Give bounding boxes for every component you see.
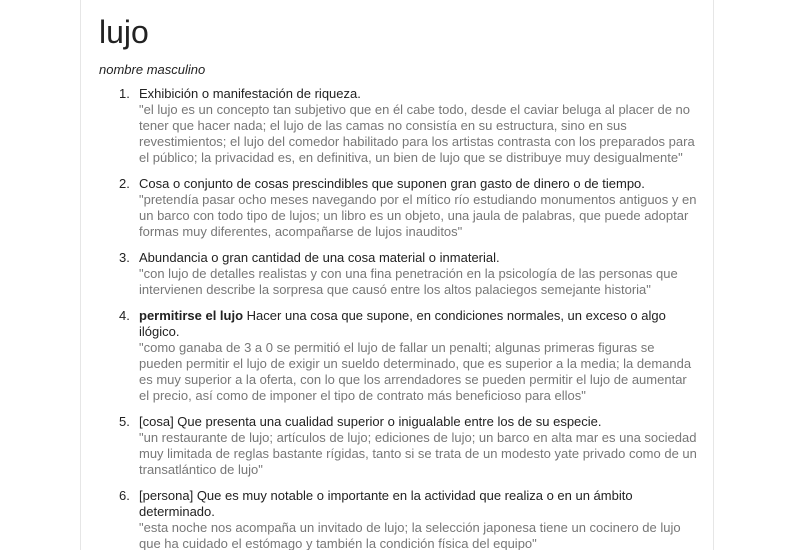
definition-number: 6.: [119, 488, 130, 503]
definition-text: [cosa] Que presenta una cualidad superior o inigualable entre los de su especie.: [139, 414, 602, 429]
definition-number: 4.: [119, 308, 130, 323]
definition-number: 3.: [119, 250, 130, 265]
definition-item: [99, 86, 697, 166]
definition-text: Cosa o conjunto de cosas prescindibles que suponen gran gasto de dinero o de tiempo.: [139, 176, 645, 191]
dictionary-card: [80, 0, 714, 550]
definition-example: "pretendía pasar ocho meses navegando por el mítico río estudiando monumentos antiguos y en un barco con todo tipo de lujos; un libro es un objeto, una jaula de palabras, que puede adoptar formas muy diferentes, acompañarse de lujos inauditos": [139, 192, 697, 239]
definition-number: 1.: [119, 86, 130, 101]
definition-item: [99, 308, 697, 404]
definition-phrase-text: Hacer una cosa que supone, en condiciones normales, un exceso o algo ilógico.: [139, 308, 666, 339]
definition-phrase: permitirse el lujo: [139, 308, 244, 323]
definition-example: "un restaurante de lujo; artículos de lujo; ediciones de lujo; un barco en alta mar es una sociedad muy limitada de reglas bastante rígidas, tanto si se trata de un modesto yate privado como de un transatlántico de lujo": [139, 430, 697, 477]
definition-item: [99, 488, 697, 550]
definition-text: [139, 308, 697, 340]
definition-text: [persona] Que es muy notable o importante en la actividad que realiza o en un ámbito determinado.: [139, 488, 633, 519]
definition-example: "el lujo es un concepto tan subjetivo que en él cabe todo, desde el caviar beluga al placer de no tener que hacer nada; el lujo de las camas no consistía en su estructura, sino en sus revestimientos; el lujo del comedor habilitado para los artistas contrasta con los preparados para el público; la privacidad es, en definitiva, un bien de lujo que se distribuye muy desigualmente": [139, 102, 695, 165]
part-of-speech: nombre masculino: [99, 62, 206, 77]
definition-item: [99, 176, 697, 240]
definition-example: "como ganaba de 3 a 0 se permitió el lujo de fallar un penalti; algunas primeras figuras se pueden permitir el lujo de exigir un sueldo determinado, que es superior a la media; la demanda es muy superior a la oferta, con lo que los arrendadores se pueden permitir el lujo de aumentar el precio, así como de imponer el tipo de contrato más beneficioso para ellos": [139, 340, 692, 403]
definitions-list: [99, 86, 697, 550]
definition-example: "con lujo de detalles realistas y con una fina penetración en la psicología de las personas que intervienen describe la sorpresa que causó entre los altos palaciegos semejante historia": [139, 266, 678, 297]
headword: lujo: [99, 14, 149, 50]
definition-item: [99, 414, 697, 478]
definition-item: [99, 250, 697, 298]
definition-number: 5.: [119, 414, 130, 429]
definition-number: 2.: [119, 176, 130, 191]
definition-example: "esta noche nos acompaña un invitado de lujo; la selección japonesa tiene un cocinero de lujo que ha cuidado el estómago y también la condición física del equipo": [139, 520, 681, 550]
definition-text: Abundancia o gran cantidad de una cosa material o inmaterial.: [139, 250, 500, 265]
definition-text: Exhibición o manifestación de riqueza.: [139, 86, 361, 101]
